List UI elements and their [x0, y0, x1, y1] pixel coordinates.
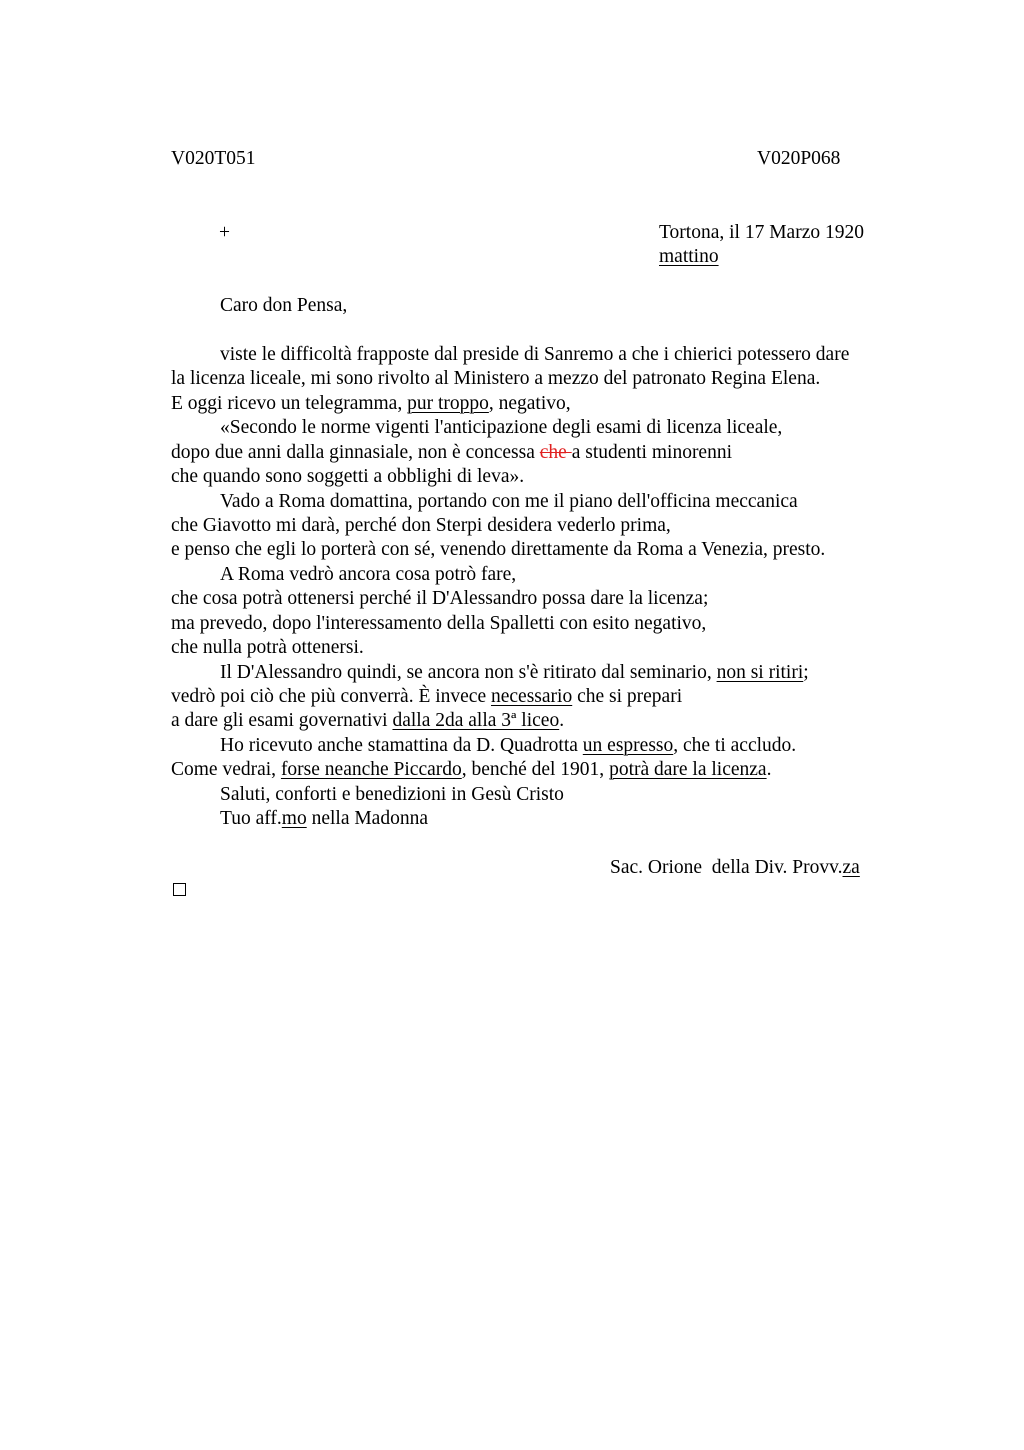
closing-line — [220, 807, 428, 831]
body-line — [171, 392, 571, 416]
right-archive-code: V020P068 — [757, 148, 841, 169]
text-segment: E oggi ricevo un telegramma, — [171, 393, 408, 414]
body-line: che cosa potrà ottenersi perché il D'Alessandro possa dare la licenza; — [171, 588, 709, 609]
underlined-text: dalla 2da alla 3ª liceo — [392, 710, 560, 731]
body-line: che nulla potrà ottenersi. — [171, 637, 364, 658]
underlined-text: necessario — [491, 686, 573, 707]
text-segment: . — [766, 759, 772, 780]
signature-text: Sac. Orione della Div. Provv. — [610, 857, 843, 878]
text-segment: ; — [803, 662, 809, 683]
text-segment: Il D'Alessandro quindi, se ancora non s'è ritirato dal seminario, — [220, 662, 717, 683]
struck-out-text: che — [539, 442, 572, 463]
time-of-day: mattino — [659, 246, 719, 267]
text-segment: che si prepari — [572, 686, 683, 707]
end-square-icon — [173, 883, 186, 896]
text-segment: . — [559, 710, 565, 731]
text-segment: , negativo, — [488, 393, 571, 414]
text-segment: Come vedrai, — [171, 759, 281, 780]
salutation: Caro don Pensa, — [220, 295, 348, 316]
text-segment: dopo due anni dalla ginnasiale, non è concessa — [171, 442, 540, 463]
underlined-text: mo — [281, 808, 307, 829]
signature-suffix: za — [842, 857, 860, 878]
text-segment: nella Madonna — [306, 808, 428, 829]
body-line — [171, 441, 732, 465]
text-segment: Ho ricevuto anche stamattina da D. Quadrotta — [220, 735, 583, 756]
body-line — [171, 685, 682, 709]
body-line: la licenza liceale, mi sono rivolto al Ministero a mezzo del patronato Regina Elena. — [171, 368, 821, 389]
body-line — [171, 709, 564, 733]
place-date: Tortona, il 17 Marzo 1920 — [659, 222, 864, 243]
underlined-text: pur troppo — [407, 393, 489, 414]
underlined-text: un espresso — [582, 735, 674, 756]
text-segment: Tuo aff. — [220, 808, 282, 829]
body-line: che Giavotto mi darà, perché don Sterpi desidera vederlo prima, — [171, 515, 671, 536]
cross-symbol: + — [219, 222, 230, 243]
body-line: A Roma vedrò ancora cosa potrò fare, — [220, 564, 517, 585]
body-line — [220, 734, 796, 758]
body-line: viste le difficoltà frapposte dal preside di Sanremo a che i chierici potessero dare — [220, 344, 850, 365]
body-line: che quando sono soggetti a obblighi di leva». — [171, 466, 525, 487]
text-segment: a studenti minorenni — [571, 442, 733, 463]
text-segment: vedrò poi ciò che più converrà. È invece — [171, 686, 491, 707]
body-line: «Secondo le norme vigenti l'anticipazione degli esami di licenza liceale, — [220, 417, 783, 438]
underlined-text: forse neanche Piccardo — [280, 759, 462, 780]
closing-line: Saluti, conforti e benedizioni in Gesù Cristo — [220, 784, 564, 805]
signature — [610, 856, 860, 880]
underlined-text: non si ritiri — [716, 662, 804, 683]
body-line — [171, 758, 771, 782]
body-line: Vado a Roma domattina, portando con me il piano dell'officina meccanica — [220, 491, 798, 512]
left-archive-code: V020T051 — [171, 148, 256, 169]
text-segment: , benché del 1901, — [461, 759, 610, 780]
body-line — [220, 661, 809, 685]
text-segment: a dare gli esami governativi — [171, 710, 393, 731]
body-line: e penso che egli lo porterà con sé, venendo direttamente da Roma a Venezia, presto. — [171, 539, 826, 560]
body-line: ma prevedo, dopo l'interessamento della Spalletti con esito negativo, — [171, 613, 707, 634]
text-segment: , che ti accludo. — [673, 735, 797, 756]
underlined-text: potrà dare la licenza — [609, 759, 767, 780]
